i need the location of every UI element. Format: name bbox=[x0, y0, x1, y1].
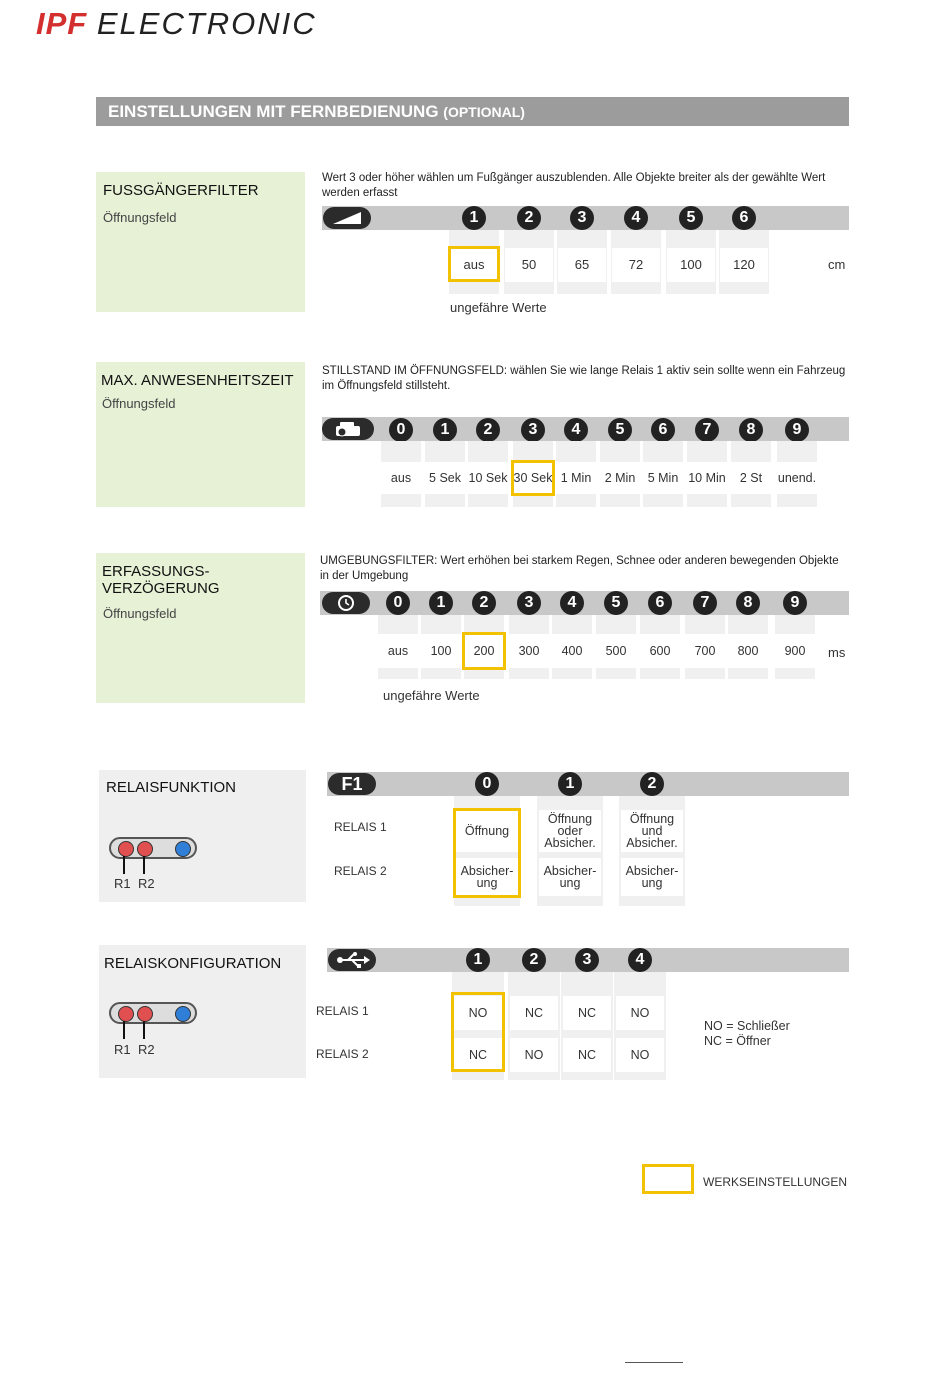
section-relay-function-panel bbox=[99, 770, 306, 902]
pin-line bbox=[123, 856, 125, 874]
relay-label-r2: R2 bbox=[138, 876, 155, 891]
red-led-icon bbox=[137, 841, 153, 857]
number-badge: 5 bbox=[604, 591, 628, 615]
page-title-main: EINSTELLUNGEN MIT FERNBEDIENUNG bbox=[108, 102, 439, 121]
value-cell: 5 Sek bbox=[424, 462, 466, 494]
value-cell: 2 St bbox=[730, 462, 772, 494]
number-badge: 1 bbox=[433, 418, 457, 442]
factory-default-swatch bbox=[642, 1164, 694, 1194]
red-led-icon bbox=[137, 1006, 153, 1022]
brand-logo bbox=[36, 6, 317, 42]
value-cell: unend. bbox=[776, 462, 818, 494]
row-label-relais1: RELAIS 1 bbox=[316, 1004, 369, 1018]
relay1-config: NO bbox=[616, 996, 664, 1030]
number-badge: 6 bbox=[648, 591, 672, 615]
relay-label-r1: R1 bbox=[114, 876, 131, 891]
relay1-config: NC bbox=[563, 996, 611, 1030]
section-title: RELAISFUNKTION bbox=[106, 779, 237, 796]
value-cell: 200 bbox=[463, 634, 505, 668]
value-cell: aus bbox=[377, 634, 419, 668]
relay2-config: NC bbox=[454, 1038, 502, 1072]
number-badge: 0 bbox=[389, 418, 413, 442]
number-badge: 4 bbox=[628, 948, 652, 972]
number-badge: 7 bbox=[695, 418, 719, 442]
value-cell: 10 Min bbox=[686, 462, 728, 494]
relay1-function: Öffnung bbox=[456, 810, 518, 852]
blue-led-icon bbox=[175, 841, 191, 857]
pin-line bbox=[123, 1021, 125, 1039]
number-badge: 9 bbox=[783, 591, 807, 615]
section-subtitle: Öffnungsfeld bbox=[103, 210, 177, 225]
section-pedestrian-filter-panel bbox=[96, 172, 305, 312]
relay1-config: NC bbox=[510, 996, 558, 1030]
number-badge: 1 bbox=[466, 948, 490, 972]
blue-led-icon bbox=[175, 1006, 191, 1022]
legend-no: NO = Schließer bbox=[704, 1019, 790, 1033]
number-badge: 1 bbox=[429, 591, 453, 615]
value-cell: 30 Sek bbox=[512, 462, 554, 494]
number-badge: 0 bbox=[475, 772, 499, 796]
relay2-function: Absicher- ung bbox=[539, 858, 601, 896]
value-cell: 900 bbox=[774, 634, 816, 668]
footer-rule bbox=[625, 1362, 683, 1363]
section-description: STILLSTAND IM ÖFFNUNGSFELD: wählen Sie wie lange Relais 1 aktiv sein sollte wenn ein Fahrzeug im Öffnungsfeld stillsteht. bbox=[322, 365, 846, 392]
relay1-function: Öffnung und Absicher. bbox=[621, 810, 683, 852]
red-led-icon bbox=[118, 1006, 134, 1022]
number-badge: 6 bbox=[732, 206, 756, 230]
unit-label: cm bbox=[828, 257, 846, 272]
section-relay-config-panel bbox=[99, 945, 306, 1078]
number-badge: 4 bbox=[564, 418, 588, 442]
value-cell: 2 Min bbox=[599, 462, 641, 494]
value-cell: 72 bbox=[612, 248, 660, 282]
section-title-line1: ERFASSUNGS- bbox=[102, 563, 210, 580]
value-cell: aus bbox=[380, 462, 422, 494]
factory-default-highlight bbox=[462, 632, 506, 670]
factory-default-highlight bbox=[451, 992, 505, 1072]
number-badge: 1 bbox=[558, 772, 582, 796]
value-cell: 10 Sek bbox=[467, 462, 509, 494]
number-badge: 5 bbox=[679, 206, 703, 230]
row-label-relais2: RELAIS 2 bbox=[334, 864, 387, 878]
number-badge: 4 bbox=[560, 591, 584, 615]
value-cell: 100 bbox=[667, 248, 715, 282]
value-cell: 1 Min bbox=[555, 462, 597, 494]
value-cell: 400 bbox=[551, 634, 593, 668]
number-badge: 3 bbox=[570, 206, 594, 230]
row-label-relais1: RELAIS 1 bbox=[334, 820, 387, 834]
value-cell: 120 bbox=[720, 248, 768, 282]
pin-line bbox=[143, 856, 145, 874]
brand-logo-text: ELECTRONIC bbox=[96, 6, 317, 41]
value-cell: 50 bbox=[505, 248, 553, 282]
relay2-function: Absicher- ung bbox=[456, 858, 518, 896]
section-title: MAX. ANWESENHEITSZEIT bbox=[101, 372, 294, 389]
page-title-optional: (OPTIONAL) bbox=[443, 104, 525, 120]
value-cell: 300 bbox=[508, 634, 550, 668]
relay2-config: NO bbox=[616, 1038, 664, 1072]
factory-default-highlight bbox=[448, 246, 500, 282]
relay2-function: Absicher- ung bbox=[621, 858, 683, 896]
number-badge: 2 bbox=[472, 591, 496, 615]
value-cell: 700 bbox=[684, 634, 726, 668]
row-label-relais2: RELAIS 2 bbox=[316, 1047, 369, 1061]
factory-default-highlight bbox=[453, 808, 521, 898]
selector-bar bbox=[327, 772, 849, 796]
relay-label-r2: R2 bbox=[138, 1042, 155, 1057]
approx-note: ungefähre Werte bbox=[383, 688, 480, 703]
value-cell: 100 bbox=[420, 634, 462, 668]
pin-line bbox=[143, 1021, 145, 1039]
value-cell: aus bbox=[450, 248, 498, 282]
clock-icon bbox=[322, 592, 370, 614]
number-badge: 5 bbox=[608, 418, 632, 442]
number-badge: 7 bbox=[693, 591, 717, 615]
relay2-config: NO bbox=[510, 1038, 558, 1072]
number-badge: 2 bbox=[476, 418, 500, 442]
brand-logo-red: IPF bbox=[36, 6, 88, 41]
relay1-config: NO bbox=[454, 996, 502, 1030]
value-cell: 65 bbox=[558, 248, 606, 282]
value-cell: 800 bbox=[727, 634, 769, 668]
number-badge: 3 bbox=[575, 948, 599, 972]
value-cell: 600 bbox=[639, 634, 681, 668]
approx-note: ungefähre Werte bbox=[450, 300, 547, 315]
value-cell: 500 bbox=[595, 634, 637, 668]
number-badge: 2 bbox=[522, 948, 546, 972]
f1-label: F1 bbox=[328, 773, 376, 795]
number-badge: 4 bbox=[624, 206, 648, 230]
number-badge: 2 bbox=[640, 772, 664, 796]
number-badge: 3 bbox=[517, 591, 541, 615]
section-description: UMGEBUNGSFILTER: Wert erhöhen bei starkem Regen, Schnee oder anderen bewegenden Objekte in der Umgebung bbox=[320, 555, 839, 582]
factory-default-highlight bbox=[511, 460, 555, 496]
usb-icon bbox=[328, 949, 376, 971]
factory-default-label: WERKSEINSTELLUNGEN bbox=[703, 1175, 848, 1189]
section-description: Wert 3 oder höher wählen um Fußgänger auszublenden. Alle Objekte breiter als der gewählte Wert werden erfasst bbox=[322, 172, 826, 199]
unit-label: ms bbox=[828, 645, 846, 660]
car-timer-icon bbox=[322, 418, 374, 440]
number-badge: 6 bbox=[651, 418, 675, 442]
relay-label-r1: R1 bbox=[114, 1042, 131, 1057]
relay2-config: NC bbox=[563, 1038, 611, 1072]
section-title: FUSSGÄNGERFILTER bbox=[103, 182, 259, 199]
number-badge: 1 bbox=[462, 206, 486, 230]
section-title-line2: VERZÖGERUNG bbox=[102, 580, 220, 597]
number-badge: 9 bbox=[785, 418, 809, 442]
number-badge: 8 bbox=[739, 418, 763, 442]
number-badge: 0 bbox=[386, 591, 410, 615]
section-detection-delay-panel bbox=[96, 553, 305, 703]
page-title-bar bbox=[96, 97, 849, 126]
value-cell: 5 Min bbox=[642, 462, 684, 494]
section-subtitle: Öffnungsfeld bbox=[102, 396, 176, 411]
section-title: RELAISKONFIGURATION bbox=[104, 955, 282, 972]
page-title bbox=[108, 102, 525, 122]
section-subtitle: Öffnungsfeld bbox=[103, 606, 177, 621]
legend-nc: NC = Öffner bbox=[704, 1034, 771, 1048]
number-badge: 8 bbox=[736, 591, 760, 615]
number-badge: 2 bbox=[517, 206, 541, 230]
section-max-presence-panel bbox=[96, 362, 305, 507]
red-led-icon bbox=[118, 841, 134, 857]
number-badge: 3 bbox=[521, 418, 545, 442]
ramp-icon bbox=[323, 207, 371, 229]
relay1-function: Öffnung oder Absicher. bbox=[539, 810, 601, 852]
